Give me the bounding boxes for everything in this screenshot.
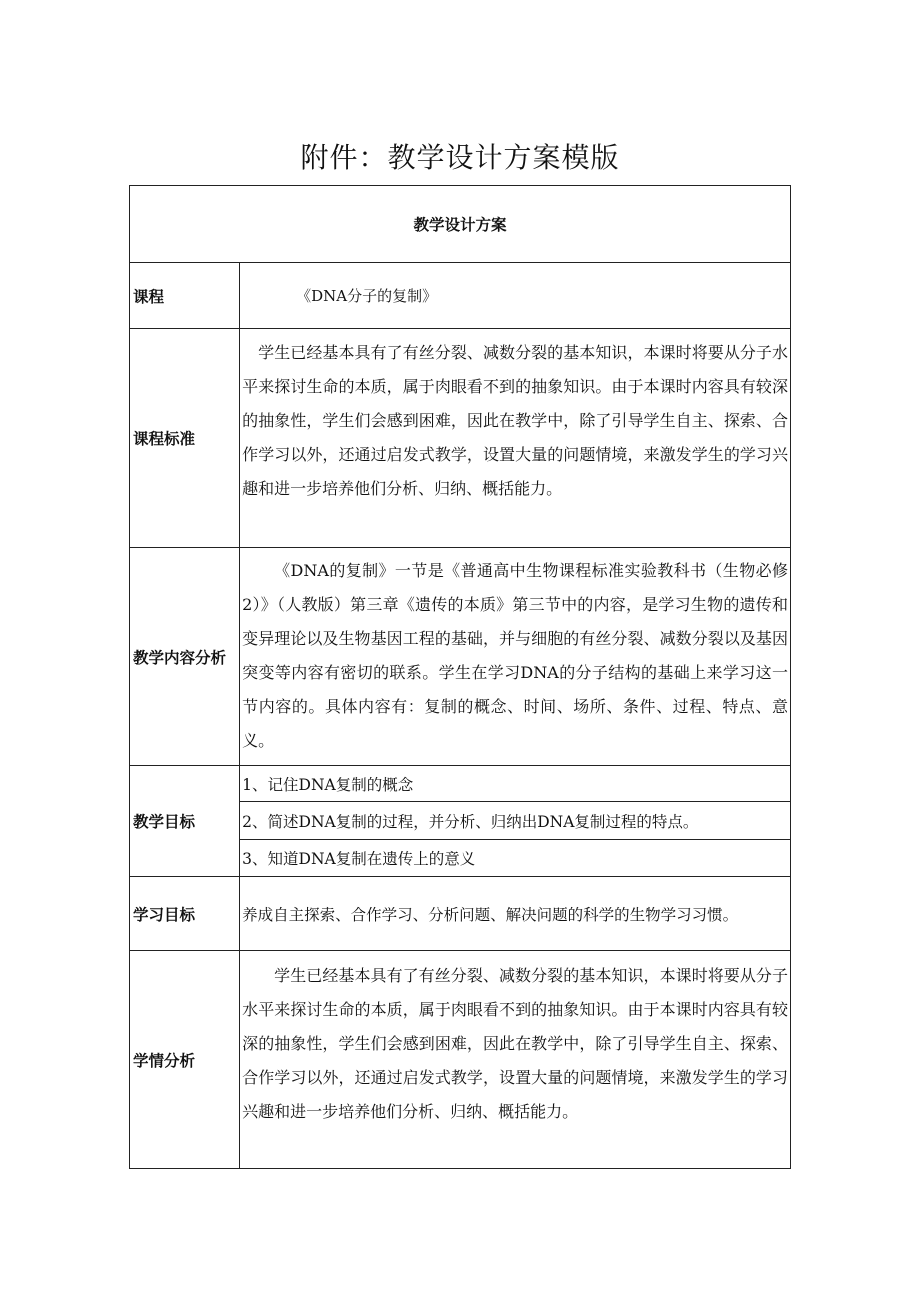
learning-goals-text: 养成自主探索、合作学习、分析问题、解决问题的科学的生物学习习惯。 [240,877,791,951]
teaching-goal-item: 1、记住DNA复制的概念 [240,766,791,802]
learning-goals-label: 学习目标 [130,877,240,951]
standard-text: 学生已经基本具有了有丝分裂、减数分裂的基本知识，本课时将要从分子水平来探讨生命的本质，属于肉眼看不到的抽象知识。由于本课时内容具有较深的抽象性，学生们会感到困难，因此在教学中，除了引导学生自主、探索、合作学习以外，还通过启发式教学，设置大量的问题情境，来激发学生的学习兴趣和进一步培养他们分析、归纳、概括能力。 [242,343,788,498]
content-analysis-label: 教学内容分析 [130,548,240,766]
teaching-goal-item: 3、知道DNA复制在遗传上的意义 [240,840,791,877]
document-title: 附件：教学设计方案模版 [300,141,620,174]
course-value: 《DNA分子的复制》 [240,263,791,329]
learner-analysis-cell [240,951,791,1169]
learner-analysis-text: 学生已经基本具有了有丝分裂、减数分裂的基本知识，本课时将要从分子水平来探讨生命的本质，属于肉眼看不到的抽象知识。由于本课时内容具有较深的抽象性，学生们会感到困难，因此在教学中，除了引导学生自主、探索、合作学习以外，还通过启发式教学，设置大量的问题情境，来激发学生的学习兴趣和进一步培养他们分析、归纳、概括能力。 [242,966,788,1121]
table-row-learner-analysis [130,951,791,1169]
table-row-content-analysis [130,548,791,766]
teaching-goals-label: 教学目标 [130,766,240,877]
standard-label: 课程标准 [130,329,240,548]
table-row-learning-goals [130,877,791,951]
standard-cell [240,329,791,548]
table-row-header [130,186,791,263]
course-label: 课程 [130,263,240,329]
table-row-standard [130,329,791,548]
teaching-goal-item: 2、简述DNA复制的过程，并分析、归纳出DNA复制过程的特点。 [240,802,791,840]
learner-analysis-label: 学情分析 [130,951,240,1169]
content-analysis-cell [240,548,791,766]
teaching-plan-table [129,185,791,1169]
table-row-teaching-goal-1 [130,766,791,802]
content-analysis-text: 《DNA的复制》一节是《普通高中生物课程标准实验教科书（生物必修2）》（人教版）第三章《遗传的本质》第三节中的内容，是学习生物的遗传和变异理论以及生物基因工程的基础，并与细胞的有丝分裂、减数分裂以及基因突变等内容有密切的联系。学生在学习DNA的分子结构的基础上来学习这一节内容的。具体内容有：复制的概念、时间、场所、条件、过程、特点、意义。 [242,561,788,750]
table-header: 教学设计方案 [130,186,791,263]
table-row-course [130,263,791,329]
